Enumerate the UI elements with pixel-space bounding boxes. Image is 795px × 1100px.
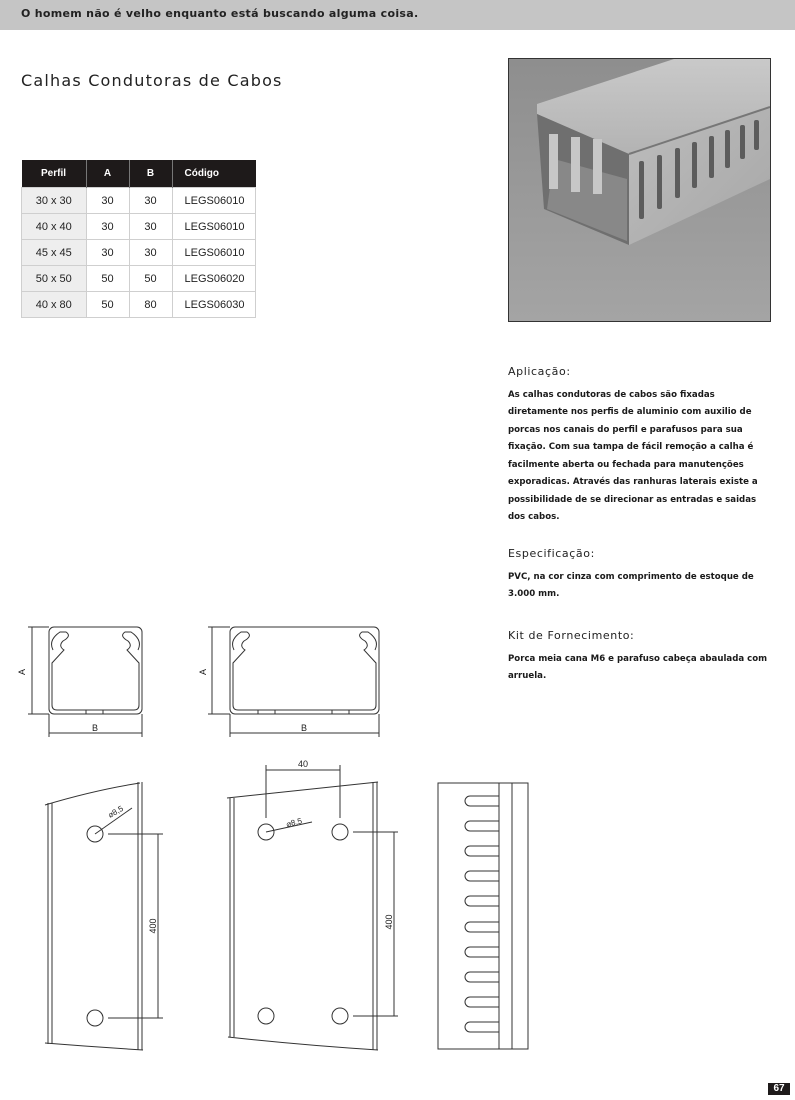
cell-a: 50: [86, 292, 129, 318]
profile-drawing-small: [28, 627, 142, 737]
table-row: [22, 266, 256, 292]
section-text-aplicacao: As calhas condutoras de cabos são fixadas diretamente nos perfis de aluminio com auxilio de porcas nos canais do perfil e parafusos para sua fixação. Com sua tampa de fácil remoção a calha é facilmente aberta ou fechada para manutenções exporadicas. Através das ranhuras laterais existe a possibilidade de se direcionar as entradas e saidas dos cabos.: [508, 389, 758, 522]
cell-perfil: 40 x 40: [22, 214, 87, 240]
table-row: [22, 292, 256, 318]
column-header-codigo: Código: [172, 160, 256, 188]
column-header-b: B: [129, 160, 172, 188]
header-bar: [0, 0, 795, 30]
product-photo: [508, 58, 771, 322]
page-title: Calhas Condutoras de Cabos: [21, 70, 283, 90]
slots: [465, 796, 499, 1032]
cell-a: 30: [86, 240, 129, 266]
dimension-label-a: A: [198, 668, 208, 676]
hole-spacing-vertical-label: 400: [384, 914, 394, 930]
side-view-single-hole: [45, 782, 163, 1050]
page-number: 67: [768, 1083, 790, 1095]
section-title-aplicacao: Aplicação:: [508, 365, 571, 378]
cell-b: 30: [129, 214, 172, 240]
table-row: [22, 240, 256, 266]
column-header-a: A: [86, 160, 129, 188]
side-view-double-hole: [227, 765, 398, 1050]
cell-perfil: 50 x 50: [22, 266, 87, 292]
dimension-label-b: B: [300, 723, 308, 733]
cell-a: 30: [86, 188, 129, 214]
column-header-perfil: Perfil: [22, 160, 87, 188]
cell-a: 50: [86, 266, 129, 292]
hole-diameter-label: ⌀8,5: [106, 803, 125, 820]
section-text-especificacao: PVC, na cor cinza com comprimento de estoque de 3.000 mm.: [508, 571, 754, 599]
cable-duct-illustration: [509, 59, 770, 321]
profile-table: [21, 160, 256, 318]
cell-b: 30: [129, 240, 172, 266]
cell-perfil: 45 x 45: [22, 240, 87, 266]
section-especificacao: [508, 545, 770, 604]
cell-codigo: LEGS06020: [172, 266, 256, 292]
cell-perfil: 40 x 80: [22, 292, 87, 318]
section-kit: [508, 627, 770, 686]
cell-perfil: 30 x 30: [22, 188, 87, 214]
dimension-label-b: B: [91, 723, 99, 733]
table-row: [22, 214, 256, 240]
profile-drawing-wide: [208, 627, 379, 737]
cell-codigo: LEGS06010: [172, 214, 256, 240]
cell-codigo: LEGS06010: [172, 240, 256, 266]
cell-a: 30: [86, 214, 129, 240]
slotted-front-view: [438, 783, 528, 1049]
table-row: [22, 188, 256, 214]
table-header-row: [22, 160, 256, 188]
cell-b: 80: [129, 292, 172, 318]
cell-b: 30: [129, 188, 172, 214]
cell-codigo: LEGS06010: [172, 188, 256, 214]
section-title-kit: Kit de Fornecimento:: [508, 629, 635, 642]
hole-spacing-vertical-label: 400: [148, 918, 158, 934]
cell-codigo: LEGS06030: [172, 292, 256, 318]
header-quote: O homem não é velho enquanto está buscando alguma coisa.: [21, 7, 419, 20]
section-text-kit: Porca meia cana M6 e parafuso cabeça abaulada com arruela.: [508, 653, 768, 681]
hole-spacing-horizontal-label: 40: [297, 759, 309, 769]
hole-diameter-label: ⌀8,5: [285, 816, 303, 829]
section-aplicacao: [508, 363, 770, 527]
section-title-especificacao: Especificação:: [508, 547, 595, 560]
cell-b: 50: [129, 266, 172, 292]
dimension-label-a: A: [17, 668, 27, 676]
